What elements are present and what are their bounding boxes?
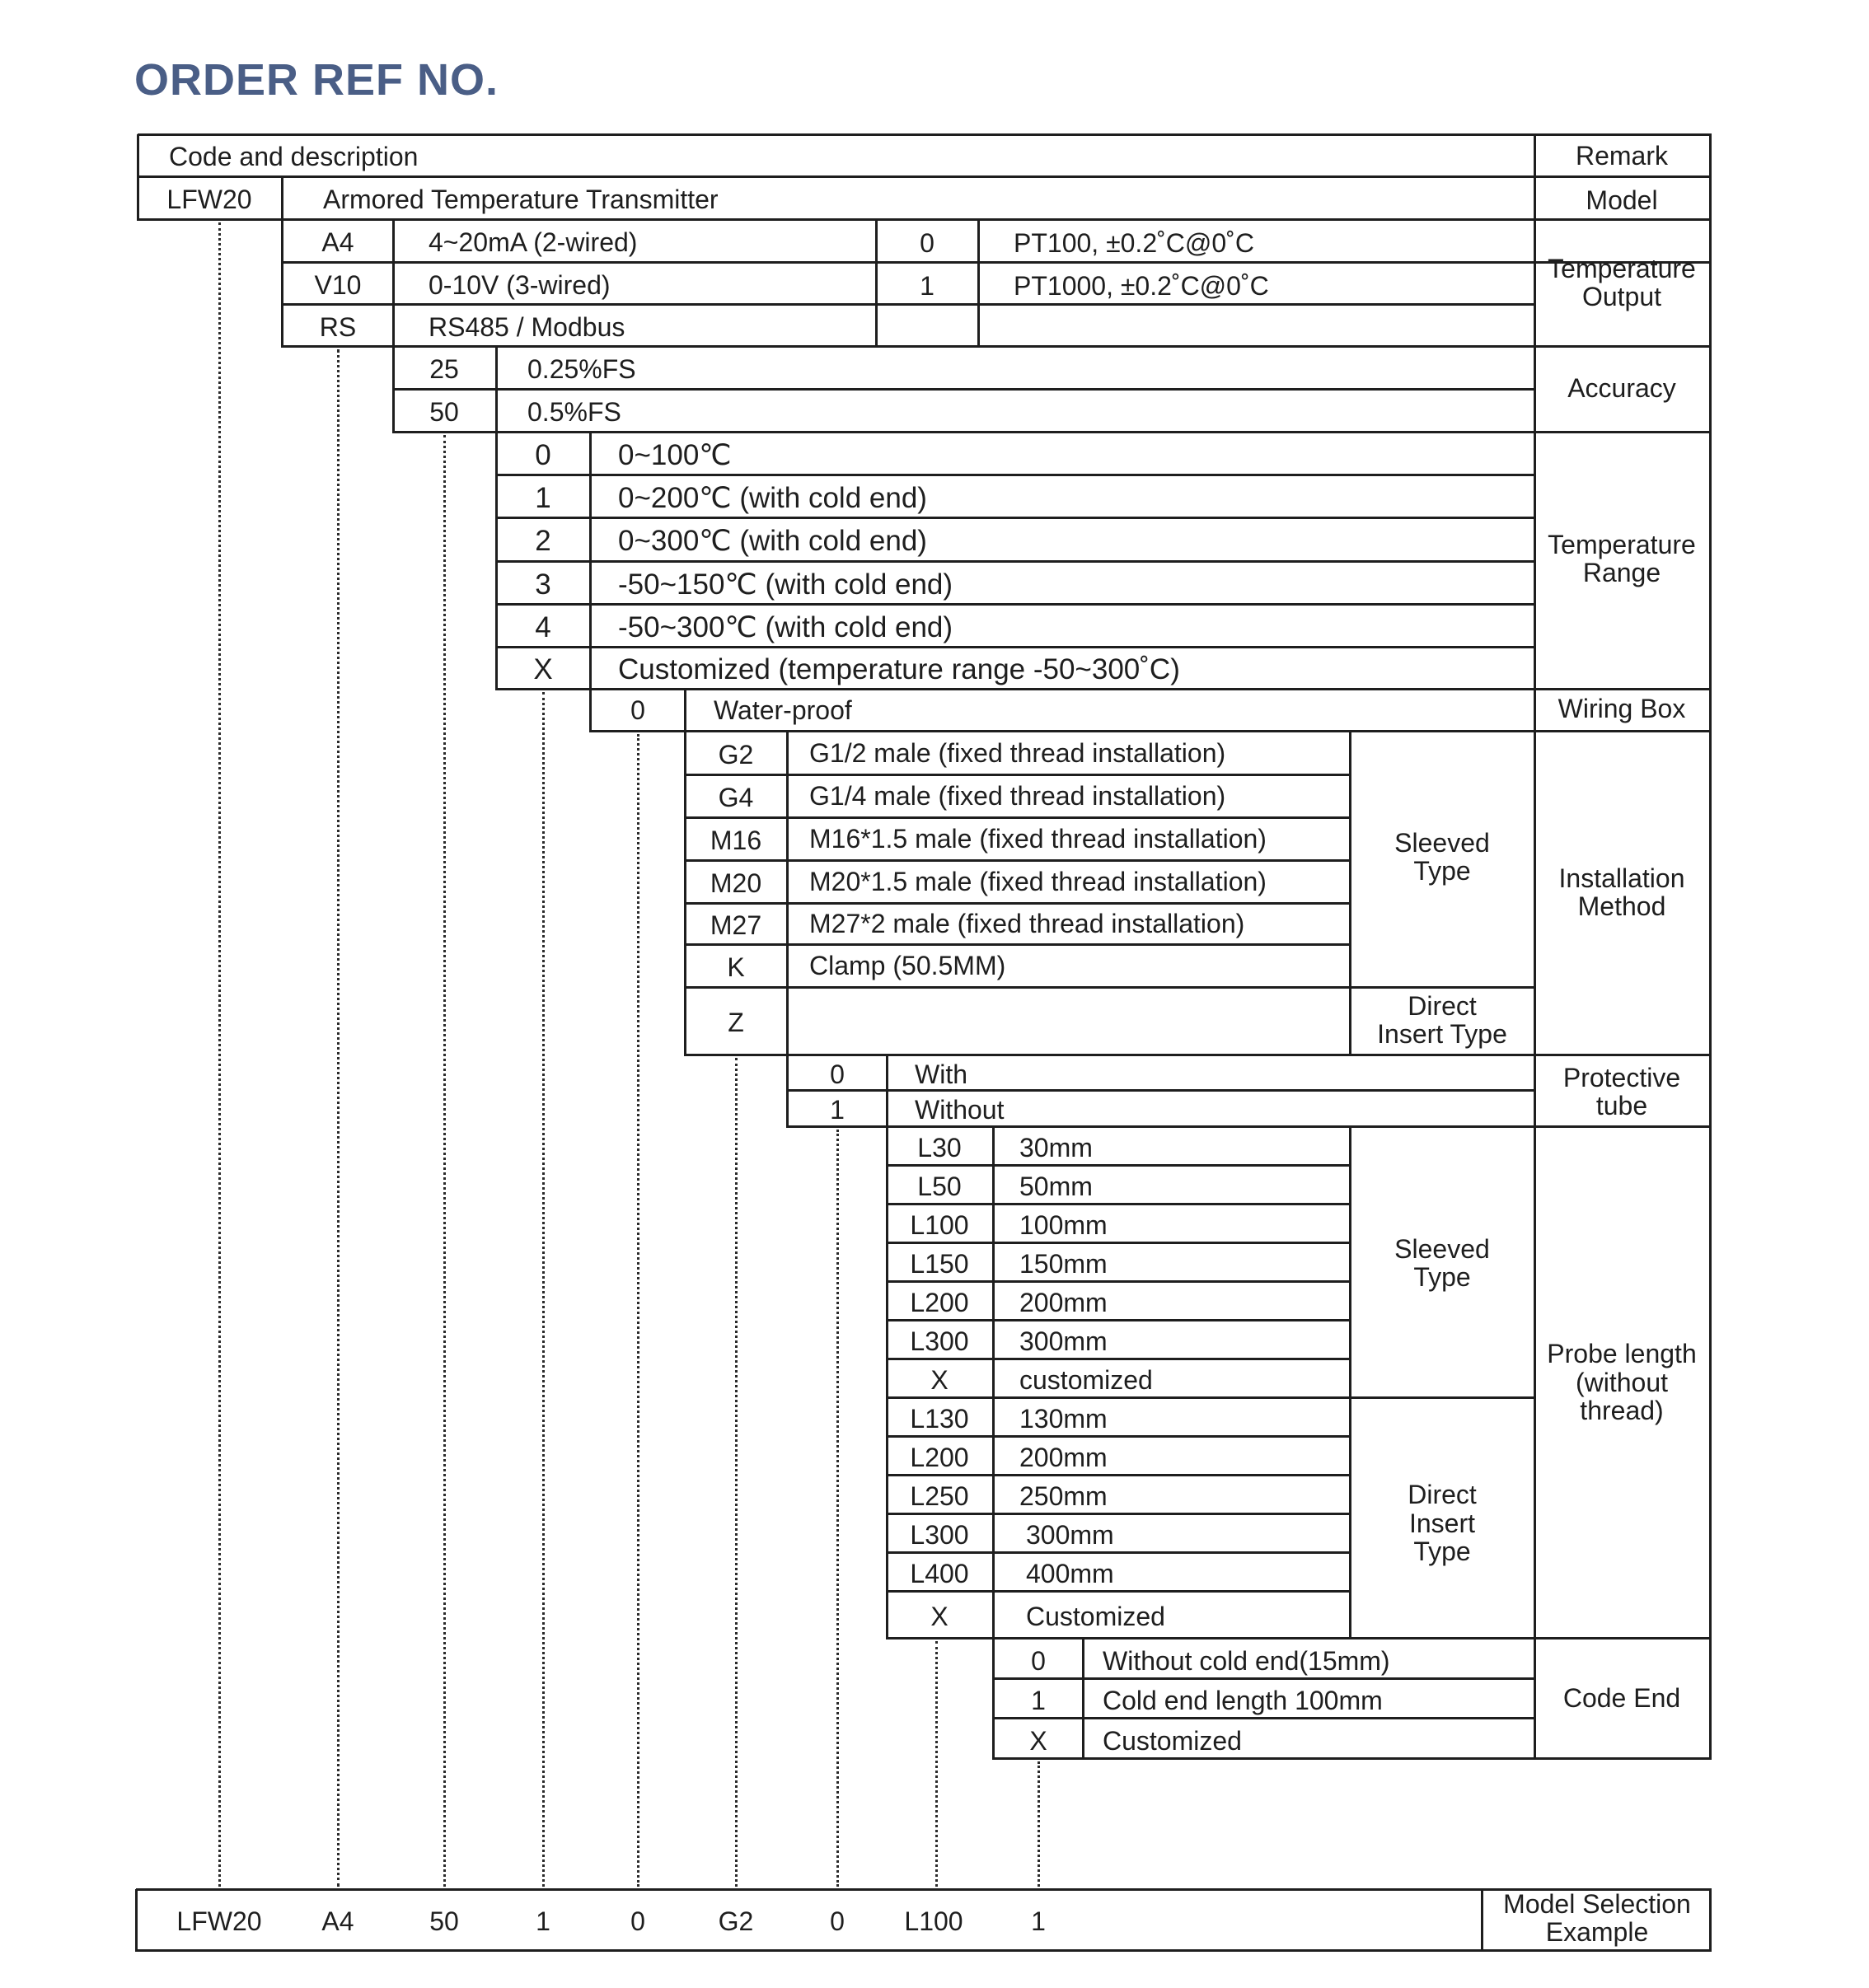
probe-code: L400 [910,1558,969,1588]
output-description: 0-10V (3-wired) [429,269,611,300]
table-rule [993,1717,1536,1719]
output-remark: Temperature Output [1548,253,1696,312]
model-code: LFW20 [166,185,252,214]
tube-description: Without [915,1095,1005,1125]
header-remark: Remark [1575,141,1668,171]
table-rule [138,175,1712,178]
page-title: ORDER REF NO. [134,55,499,105]
sensor-description: PT100, ±0.2˚C@0˚C [1014,228,1254,258]
installation-description: G1/4 male (fixed thread installation) [809,781,1226,811]
table-rule [496,646,1536,648]
range-description: 0~100℃ [618,438,732,471]
table-rule [685,1054,1712,1056]
table-rule [496,517,1536,519]
sensor-code: 1 [920,270,934,301]
table-rule [1350,986,1536,989]
table-rule [496,688,1712,690]
tube-code: 0 [830,1059,845,1089]
probe-code: L100 [910,1209,969,1240]
accuracy-remark: Accuracy [1567,373,1676,403]
accuracy-description: 0.5%FS [527,397,621,427]
table-rule [887,1590,1351,1593]
model-description: Armored Temperature Transmitter [323,185,719,214]
range-code: X [533,653,553,685]
dotted-guide [337,349,340,1887]
probe-description: 400mm [1026,1558,1114,1588]
table-rule [887,1164,1351,1167]
table-rule [685,774,1351,776]
dotted-guide [443,435,446,1887]
table-rule [887,1637,1712,1640]
wiring-code: 0 [630,695,645,725]
installation-description: Clamp (50.5MM) [809,951,1006,980]
installation-code: Z [728,1008,744,1037]
probe-description: 200mm [1019,1442,1108,1472]
probe-remark: Probe length (without thread) [1547,1339,1697,1426]
range-description: -50~300℃ (with cold end) [618,610,953,643]
installation-code: K [727,952,745,982]
probe-code: L300 [910,1519,969,1550]
dotted-guide [735,1058,738,1887]
example-value: 0 [830,1906,845,1936]
probe-description: Customized [1026,1601,1165,1631]
output-code: RS [319,311,357,342]
tube-description: With [915,1059,967,1089]
code-end-code: 1 [1031,1686,1046,1715]
example-value: LFW20 [176,1906,262,1936]
range-code: 4 [535,610,551,643]
table-rule [685,943,1351,946]
installation-code: M27 [710,910,762,940]
probe-direct-label: Direct Insert Type [1408,1480,1477,1567]
range-code: 0 [535,438,551,471]
accuracy-description: 0.25%FS [527,354,636,384]
probe-code: L300 [910,1326,969,1356]
example-value: 0 [630,1906,645,1936]
wiring-description: Water-proof [714,695,852,725]
dotted-guide [935,1641,938,1887]
probe-description: customized [1019,1364,1153,1395]
probe-code: L130 [910,1403,969,1434]
example-value: L100 [904,1906,963,1936]
output-code: V10 [314,269,362,300]
model-remark: Model [1586,185,1658,215]
table-rule [887,1396,1351,1399]
range-description: 0~200℃ (with cold end) [618,481,927,514]
probe-code: X [930,1364,949,1395]
dotted-guide [637,734,639,1887]
table-rule [887,1358,1351,1360]
example-value: G2 [718,1906,754,1936]
table-rule [496,603,1536,606]
range-remark: Temperature Range [1548,529,1696,588]
installation-description: M20*1.5 male (fixed thread installation) [809,867,1267,896]
table-rule [787,1125,1712,1128]
range-code: 3 [535,568,551,601]
probe-description: 150mm [1019,1248,1108,1279]
probe-description: 300mm [1019,1326,1108,1356]
example-value: A4 [321,1906,354,1936]
probe-sleeved-label: Sleeved Type [1394,1233,1490,1293]
range-code: 1 [535,481,551,514]
installation-sleeved-label: Sleeved Type [1394,827,1490,886]
example-remark: Model Selection Example [1503,1888,1691,1948]
dotted-guide [836,1130,839,1887]
installation-description: M16*1.5 male (fixed thread installation) [809,824,1267,854]
installation-description: M27*2 male (fixed thread installation) [809,909,1245,938]
wiring-remark: Wiring Box [1558,694,1686,723]
probe-code: L200 [910,1287,969,1317]
probe-description: 200mm [1019,1287,1108,1317]
dotted-guide [1038,1761,1040,1887]
range-code: 2 [535,525,551,557]
range-description: 0~300℃ (with cold end) [618,525,927,557]
installation-code: G4 [718,783,754,812]
installation-remark: Installation Method [1558,863,1685,922]
table-rule [685,986,1351,989]
installation-description: G1/2 male (fixed thread installation) [809,737,1226,768]
table-rule [887,1319,1351,1321]
dotted-guide [542,692,545,1887]
table-rule [685,902,1351,905]
range-description: Customized (temperature range -50~300˚C) [618,653,1180,685]
probe-description: 130mm [1019,1403,1108,1434]
probe-code: L30 [917,1132,962,1162]
installation-code: M20 [710,868,762,898]
code-end-code: 0 [1031,1645,1046,1676]
header-code-description: Code and description [169,142,419,171]
probe-description: 250mm [1019,1480,1108,1511]
accuracy-code: 25 [429,354,459,384]
table-rule [393,388,1536,391]
table-rule [496,474,1536,476]
probe-description: 300mm [1026,1519,1114,1550]
table-rule [887,1203,1351,1205]
probe-description: 100mm [1019,1209,1108,1240]
table-rule [993,1677,1536,1680]
range-description: -50~150℃ (with cold end) [618,568,953,601]
probe-description: 50mm [1019,1171,1093,1201]
table-rule [138,218,1712,221]
tube-code: 1 [830,1095,845,1125]
example-value: 50 [429,1906,459,1936]
probe-code: L50 [917,1171,962,1201]
installation-direct-label: Direct Insert Type [1377,990,1507,1050]
table-rule [590,730,1712,732]
code-end-description: Without cold end(15mm) [1103,1645,1390,1676]
output-description: 4~20mA (2-wired) [429,227,638,257]
tube-remark: Protective tube [1562,1062,1681,1121]
code-end-code: X [1029,1725,1047,1756]
example-value: 1 [1031,1906,1046,1936]
sensor-description: PT1000, ±0.2˚C@0˚C [1014,270,1269,301]
probe-code: L150 [910,1248,969,1279]
probe-code: X [930,1601,949,1631]
probe-description: 30mm [1019,1132,1093,1162]
code-end-description: Cold end length 100mm [1103,1686,1383,1715]
output-description: RS485 / Modbus [429,311,625,342]
probe-code: L200 [910,1442,969,1472]
table-rule [993,1757,1712,1760]
sensor-code: 0 [920,228,934,258]
code-end-description: Customized [1103,1725,1242,1756]
probe-code: L250 [910,1480,969,1511]
table-rule [685,816,1351,819]
table-rule [138,133,1712,136]
dotted-guide [218,222,221,1887]
table-rule [887,1474,1351,1476]
output-code: A4 [321,227,354,257]
accuracy-code: 50 [429,397,459,427]
code-end-remark: Code End [1562,1683,1681,1713]
installation-code: G2 [718,739,754,769]
table-rule [282,303,1536,306]
example-value: 1 [536,1906,550,1936]
table-rule [136,1949,1712,1952]
installation-code: M16 [710,826,762,855]
table-rule [887,1435,1351,1438]
